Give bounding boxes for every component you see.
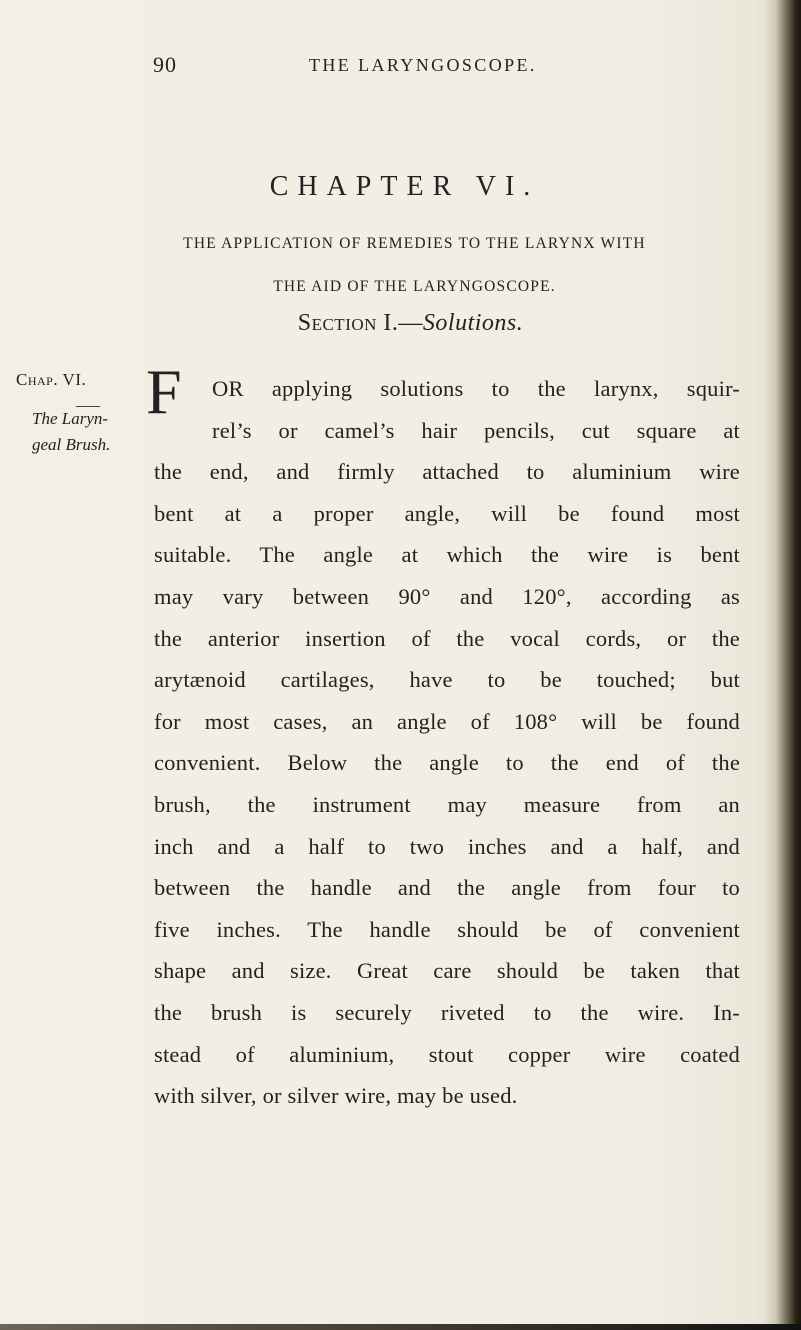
running-title: THE LARYNGOSCOPE. [309,55,537,75]
margin-chapter-note: Chap. VI. [16,370,87,389]
section-dash: — [398,310,423,336]
section-heading [0,310,801,337]
body-line: the brush is securely riveted to the wire. In- [154,999,740,1025]
body-line: arytænoid cartilages, have to be touched; but [154,667,740,693]
body-line: bent at a proper angle, will be found most [154,500,740,526]
body-line: rel’s or camel’s hair pencils, cut square at [212,417,740,443]
page-bottom-edge [0,1324,801,1330]
body-line: the anterior insertion of the vocal cords, or the [154,625,740,651]
body-line: inch and a half to two inches and a half, and [154,833,740,859]
body-line: suitable. The angle at which the wire is bent [154,542,740,568]
drop-cap: F [146,360,182,427]
section-label: Section I. [297,310,399,336]
page-binding-edge [765,0,801,1330]
chapter-subtitle-line-1: THE APPLICATION OF REMEDIES TO THE LARYNX WITH [183,235,646,252]
margin-subject-line-2: geal Brush. [32,435,111,454]
section-name: Solutions. [422,310,524,336]
body-line: OR applying solutions to the larynx, squir- [212,376,740,401]
body-line: stead of aluminium, stout copper wire coated [154,1041,740,1067]
page-number: 90 [153,52,177,77]
body-line: five inches. The handle should be of convenient [154,916,740,942]
body-line: with silver, or silver wire, may be used. [154,1083,518,1109]
chapter-subtitle-line-2: THE AID OF THE LARYNGOSCOPE. [273,278,556,295]
body-line: may vary between 90° and 120°, according as [154,583,740,609]
body-line: between the handle and the angle from four to [154,875,740,901]
body-line: convenient. Below the angle to the end of the [154,750,740,776]
body-line: brush, the instrument may measure from an [154,791,740,817]
body-line: the end, and firmly attached to aluminium wire [154,459,740,485]
body-line: for most cases, an angle of 108° will be found [154,708,740,734]
body-line: shape and size. Great care should be taken that [154,958,740,984]
margin-subject-note [16,406,128,458]
chapter-title: CHAPTER VI. [269,171,540,202]
running-head [0,52,801,82]
margin-subject-line-1: The Laryn- [32,409,109,428]
body-paragraph [154,368,740,1117]
